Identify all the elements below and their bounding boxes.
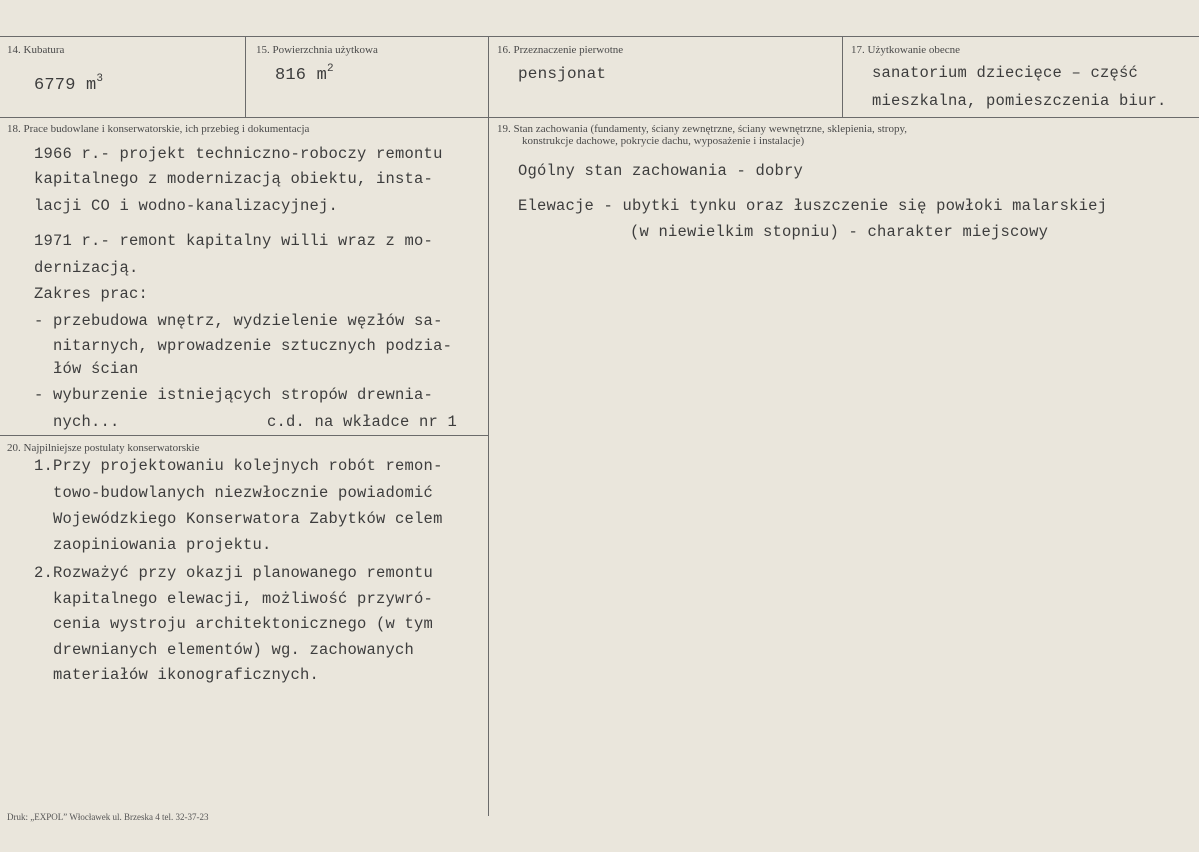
printer-imprint: Druk: „EXPOL” Włocławek ul. Brzeska 4 tel. 32-37-23 bbox=[7, 812, 209, 822]
field-20-line-7: cenia wystroju architektonicznego (w tym bbox=[34, 615, 434, 633]
field-18-line-7: - przebudowa wnętrz, wydzielenie węzłów sa- bbox=[34, 312, 443, 330]
field-18-line-2: kapitalnego z modernizacją obiektu, insta- bbox=[34, 170, 434, 188]
field-17-line-2: mieszkalna, pomieszczenia biur. bbox=[872, 92, 1167, 110]
field-18-line-6: Zakres prac: bbox=[34, 285, 149, 303]
field-18-continuation-note: c.d. na wkładce nr 1 bbox=[267, 413, 458, 431]
field-20-line-5: 2.Rozważyć przy okazji planowanego remontu bbox=[34, 564, 434, 582]
field-14-unit: m bbox=[86, 76, 97, 95]
field-14-value bbox=[34, 73, 104, 95]
field-14-exponent: 3 bbox=[96, 73, 104, 85]
field-18-line-8: nitarnych, wprowadzenie sztucznych podzia- bbox=[34, 337, 453, 355]
field-15-number: 816 bbox=[275, 66, 307, 85]
field-17-label: 17. Użytkowanie obecne bbox=[851, 44, 961, 56]
field-20-line-3: Wojewódzkiego Konserwatora Zabytków celem bbox=[34, 510, 443, 528]
field-15-exponent: 2 bbox=[327, 63, 334, 75]
field-17-line-1: sanatorium dziecięce – część bbox=[872, 64, 1139, 82]
field-18-line-5: dernizacją. bbox=[34, 259, 139, 277]
field-18-line-1: 1966 r.- projekt techniczno-roboczy remontu bbox=[34, 145, 443, 163]
field-15-unit: m bbox=[316, 66, 328, 85]
field-18-line-10: - wyburzenie istniejących stropów drewnia- bbox=[34, 386, 434, 404]
field-15-value bbox=[275, 63, 334, 85]
field-19-label-line-1: 19. Stan zachowania (fundamenty, ściany zewnętrzne, ściany wewnętrzne, sklepienia, stropy, bbox=[497, 123, 908, 135]
field-19-line-3: (w niewielkim stopniu) - charakter miejscowy bbox=[630, 223, 1049, 241]
section18-bottom-border bbox=[0, 435, 489, 436]
top-border bbox=[0, 36, 1199, 37]
field-20-line-9: materiałów ikonograficznych. bbox=[34, 666, 320, 684]
field-16-label: 16. Przeznaczenie pierwotne bbox=[497, 44, 624, 56]
field-18-line-3: lacji CO i wodno-kanalizacyjnej. bbox=[34, 197, 339, 215]
field-14-label: 14. Kubatura bbox=[7, 44, 65, 56]
field-20-line-4: zaopiniowania projektu. bbox=[34, 536, 272, 554]
field-19-label-line-2: konstrukcje dachowe, pokrycie dachu, wyposażenie i instalacje) bbox=[522, 135, 805, 147]
field-18-line-4: 1971 r.- remont kapitalny willi wraz z mo- bbox=[34, 232, 434, 250]
field-18-line-9: łów ścian bbox=[34, 360, 139, 378]
field-20-line-2: towo-budowlanych niezwłocznie powiadomić bbox=[34, 484, 434, 502]
field-14-number: 6779 bbox=[34, 76, 76, 95]
field-18-line-11-left: nych... bbox=[34, 413, 120, 431]
divider-16-17 bbox=[842, 36, 843, 118]
field-19-line-2: Elewacje - ubytki tynku oraz łuszczenie się powłoki malarskiej bbox=[518, 197, 1108, 215]
field-15-label: 15. Powierzchnia użytkowa bbox=[256, 44, 378, 56]
field-19-line-1: Ogólny stan zachowania - dobry bbox=[518, 162, 804, 180]
divider-15-16 bbox=[488, 36, 489, 816]
row1-bottom-border bbox=[0, 117, 1199, 118]
field-18-label: 18. Prace budowlane i konserwatorskie, ich przebieg i dokumentacja bbox=[7, 123, 310, 135]
field-20-line-1: 1.Przy projektowaniu kolejnych robót remon- bbox=[34, 457, 443, 475]
field-16-value: pensjonat bbox=[518, 65, 607, 83]
field-20-label: 20. Najpilniejsze postulaty konserwatorskie bbox=[7, 442, 200, 454]
field-20-line-6: kapitalnego elewacji, możliwość przywró- bbox=[34, 590, 434, 608]
divider-14-15 bbox=[245, 36, 246, 118]
field-20-line-8: drewnianych elementów) wg. zachowanych bbox=[34, 641, 415, 659]
